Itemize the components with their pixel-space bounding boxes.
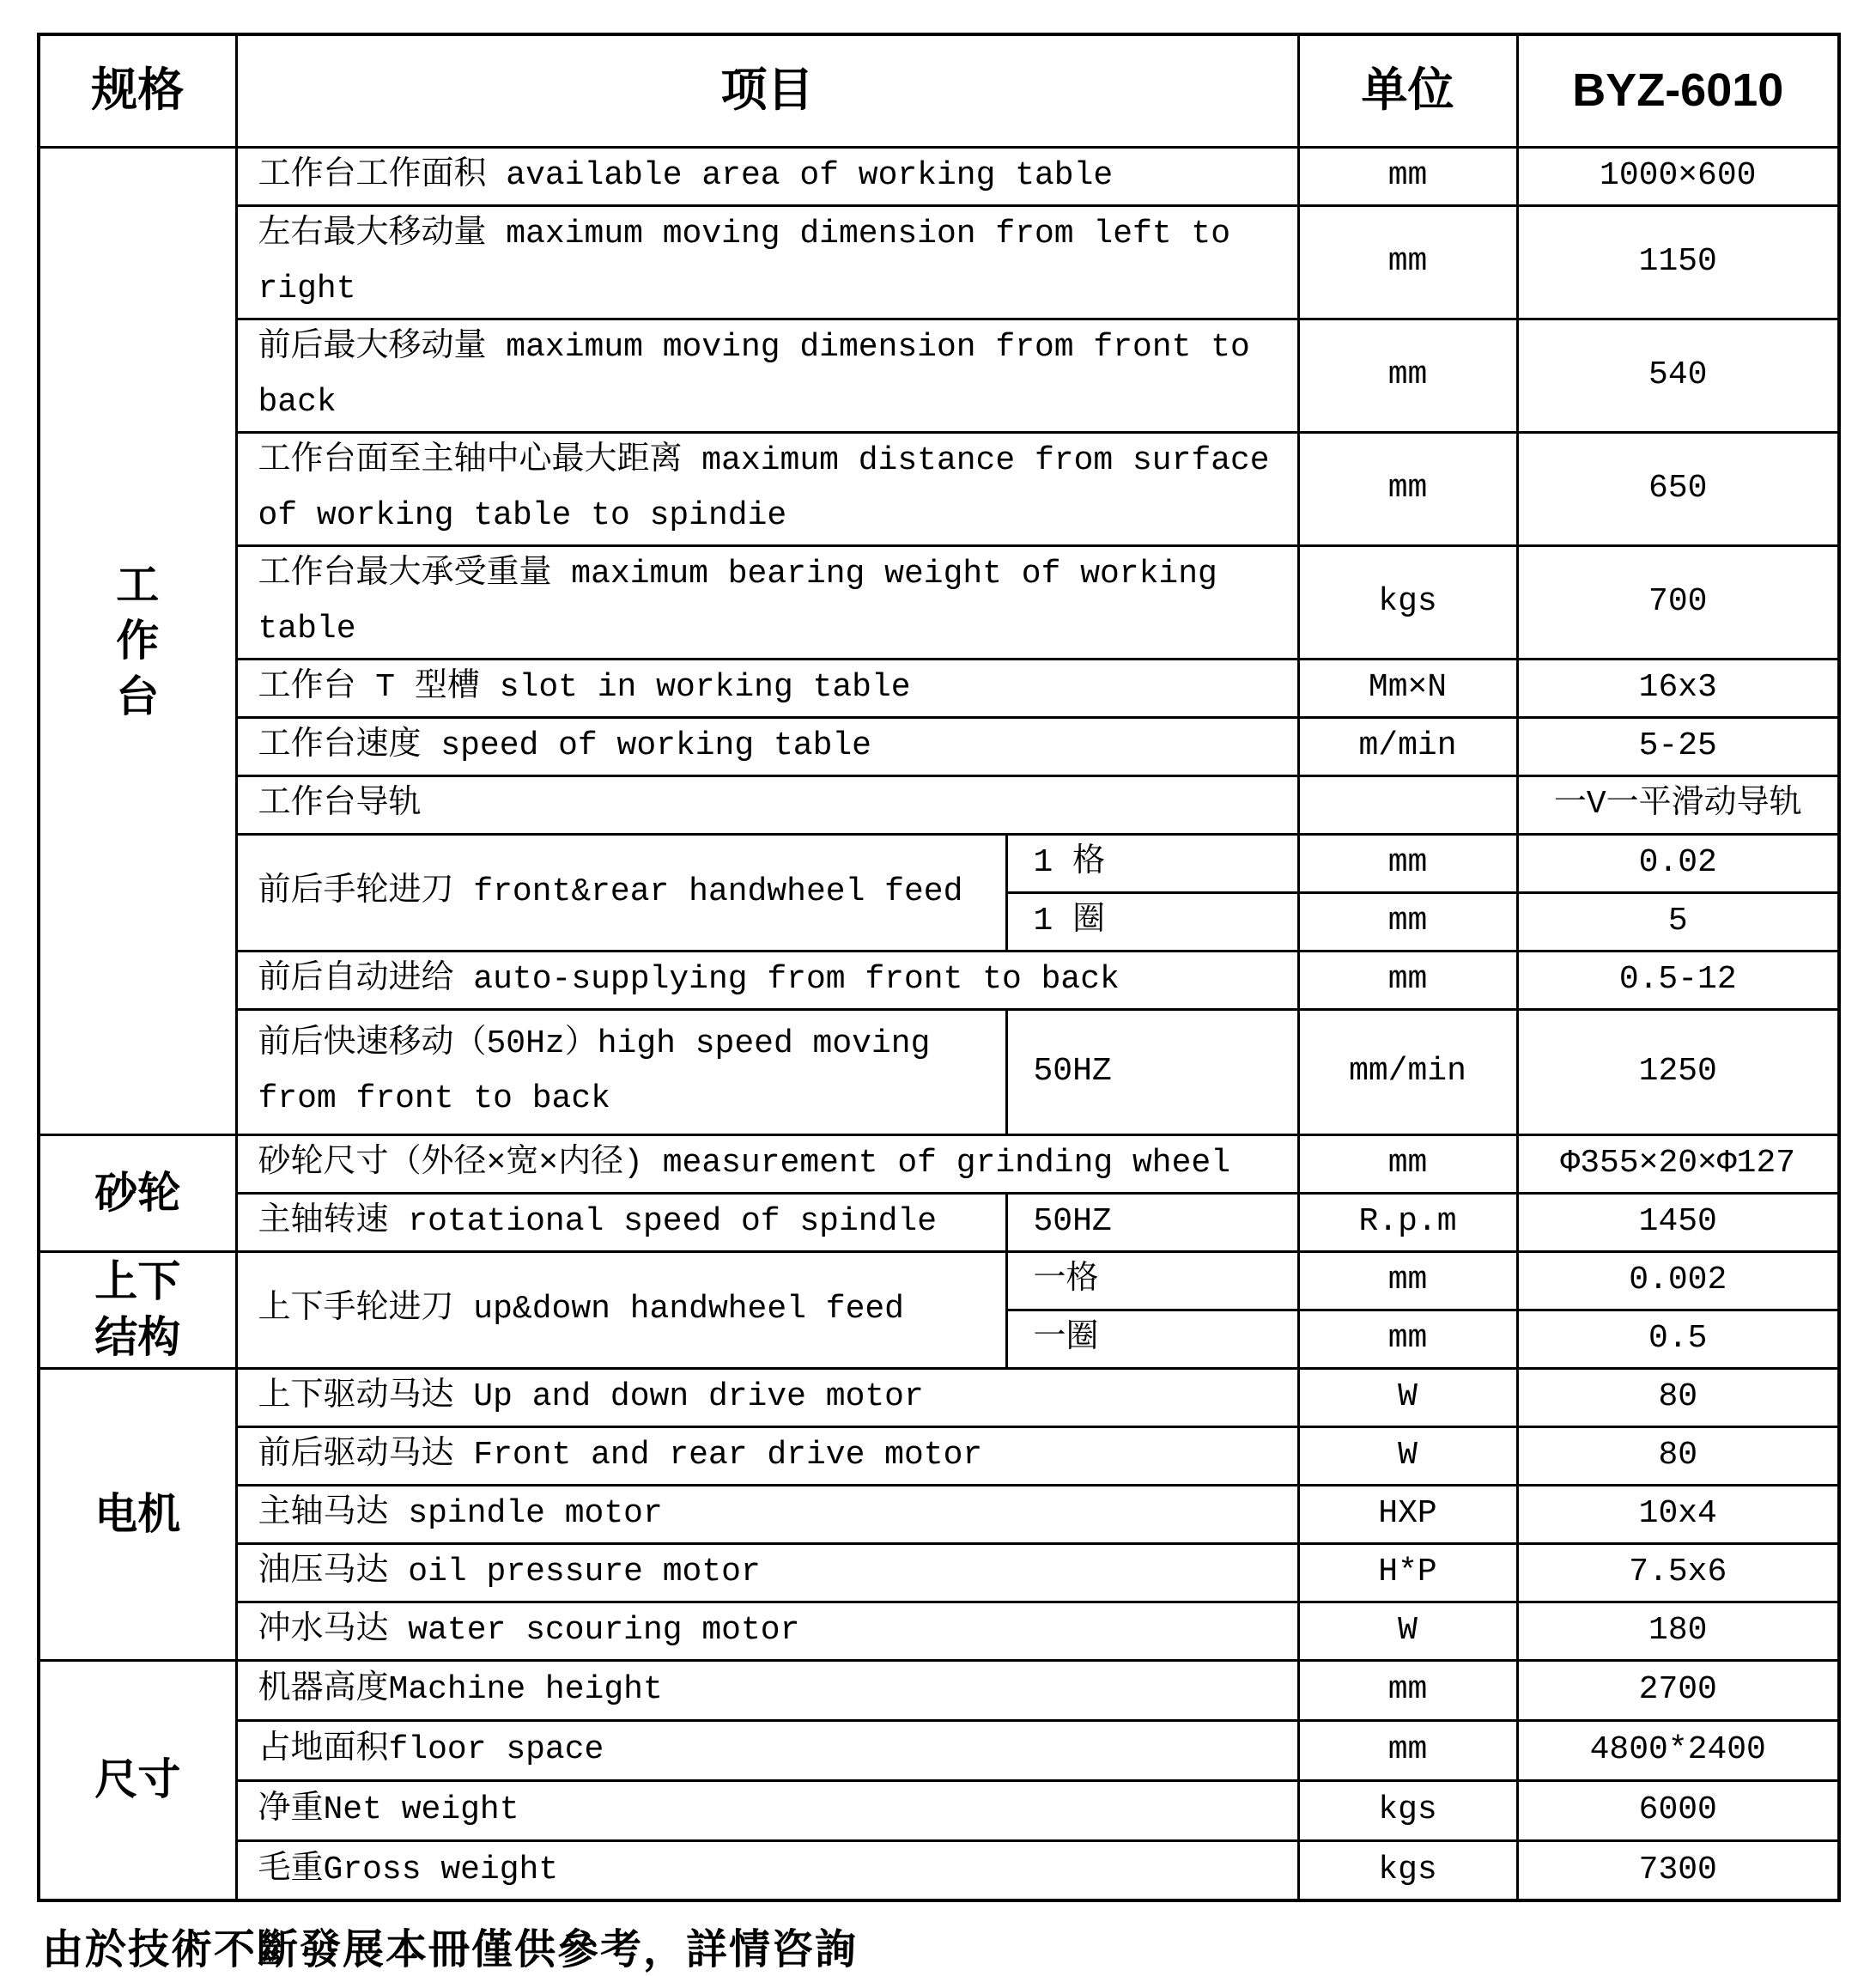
spec-item-cell: 工作台面至主轴中心最大距离 maximum distance from surface of working table to spindie	[236, 432, 1298, 545]
spec-unit-cell: kgs	[1298, 545, 1517, 659]
table-row	[39, 1780, 1839, 1840]
col-header-model: BYZ-6010	[1517, 34, 1839, 147]
spec-item-cell: 前后驱动马达 Front and rear drive motor	[236, 1426, 1298, 1485]
spec-item-cell: 上下手轮进刀 up&down handwheel feed	[236, 1251, 1006, 1368]
spec-value-cell: 1000×600	[1517, 147, 1839, 205]
group-label-grinding-wheel: 砂轮	[39, 1134, 236, 1251]
spec-value-cell: 5	[1517, 892, 1839, 951]
spec-value-cell: 540	[1517, 319, 1839, 432]
spec-item-cell: 上下驱动马达 Up and down drive motor	[236, 1368, 1298, 1426]
table-row	[39, 1720, 1839, 1780]
spec-value-cell: 5-25	[1517, 717, 1839, 775]
spec-item-cell: 工作台最大承受重量 maximum bearing weight of working table	[236, 545, 1298, 659]
table-row	[39, 319, 1839, 432]
spec-sub-cell: 一圈	[1006, 1310, 1298, 1368]
spec-unit-cell	[1298, 775, 1517, 834]
spec-table	[37, 33, 1841, 1902]
spec-sub-cell: 50HZ	[1006, 1193, 1298, 1251]
spec-item-cell: 工作台导轨	[236, 775, 1298, 834]
table-row	[39, 545, 1839, 659]
spec-value-cell: 10x4	[1517, 1485, 1839, 1543]
spec-item-cell: 主轴马达 spindle motor	[236, 1485, 1298, 1543]
spec-unit-cell: m/min	[1298, 717, 1517, 775]
spec-sub-cell: 1 格	[1006, 834, 1298, 892]
spec-item-cell: 占地面积floor space	[236, 1720, 1298, 1780]
spec-item-cell: 砂轮尺寸（外径×宽×内径) measurement of grinding wheel	[236, 1134, 1298, 1193]
spec-unit-cell: W	[1298, 1426, 1517, 1485]
col-header-spec: 规格	[39, 34, 236, 147]
table-row	[39, 1009, 1839, 1134]
spec-unit-cell: HXP	[1298, 1485, 1517, 1543]
table-row	[39, 951, 1839, 1009]
spec-item-cell: 工作台工作面积 available area of working table	[236, 147, 1298, 205]
spec-unit-cell: W	[1298, 1368, 1517, 1426]
footer-note: 由於技術不斷發展本冊僅供參考，詳情咨詢	[42, 1927, 859, 1973]
spec-item-cell: 左右最大移动量 maximum moving dimension from left to right	[236, 205, 1298, 319]
spec-value-cell: 一V一平滑动导轨	[1517, 775, 1839, 834]
spec-item-cell: 前后快速移动（50Hz）high speed moving from front to back	[236, 1009, 1006, 1134]
spec-unit-cell: mm	[1298, 205, 1517, 319]
table-row	[39, 659, 1839, 717]
table-row	[39, 1602, 1839, 1660]
table-row	[39, 1134, 1839, 1193]
spec-value-cell: 7.5x6	[1517, 1543, 1839, 1602]
spec-unit-cell: mm	[1298, 319, 1517, 432]
spec-value-cell: 2700	[1517, 1660, 1839, 1720]
table-row	[39, 1251, 1839, 1310]
spec-unit-cell: Mm×N	[1298, 659, 1517, 717]
spec-value-cell: 1450	[1517, 1193, 1839, 1251]
header-row	[39, 34, 1839, 147]
table-row	[39, 1368, 1839, 1426]
spec-unit-cell: mm	[1298, 892, 1517, 951]
spec-unit-cell: kgs	[1298, 1780, 1517, 1840]
table-row	[39, 1485, 1839, 1543]
spec-unit-cell: W	[1298, 1602, 1517, 1660]
spec-item-cell: 油压马达 oil pressure motor	[236, 1543, 1298, 1602]
spec-value-cell: Φ355×20×Φ127	[1517, 1134, 1839, 1193]
table-row	[39, 834, 1839, 892]
spec-item-cell: 工作台速度 speed of working table	[236, 717, 1298, 775]
spec-unit-cell: mm	[1298, 1720, 1517, 1780]
group-label-text: 工作台	[116, 560, 160, 720]
spec-unit-cell: mm	[1298, 1251, 1517, 1310]
spec-value-cell: 650	[1517, 432, 1839, 545]
group-label-text: 上下结构	[94, 1257, 181, 1361]
table-row	[39, 432, 1839, 545]
spec-item-cell: 主轴转速 rotational speed of spindle	[236, 1193, 1006, 1251]
table-row	[39, 1426, 1839, 1485]
spec-item-cell: 工作台 T 型槽 slot in working table	[236, 659, 1298, 717]
spec-item-cell: 净重Net weight	[236, 1780, 1298, 1840]
spec-item-cell: 前后自动进给 auto-supplying from front to back	[236, 951, 1298, 1009]
group-label-worktable	[39, 147, 236, 1134]
spec-unit-cell: mm	[1298, 432, 1517, 545]
spec-sub-cell: 50HZ	[1006, 1009, 1298, 1134]
spec-unit-cell: mm	[1298, 951, 1517, 1009]
spec-value-cell: 4800*2400	[1517, 1720, 1839, 1780]
spec-unit-cell: H*P	[1298, 1543, 1517, 1602]
spec-unit-cell: mm	[1298, 147, 1517, 205]
spec-value-cell: 700	[1517, 545, 1839, 659]
table-row	[39, 717, 1839, 775]
spec-value-cell: 0.5-12	[1517, 951, 1839, 1009]
col-header-item: 项目	[236, 34, 1298, 147]
spec-unit-cell: R.p.m	[1298, 1193, 1517, 1251]
spec-value-cell: 6000	[1517, 1780, 1839, 1840]
spec-value-cell: 16x3	[1517, 659, 1839, 717]
spec-unit-cell: mm	[1298, 1134, 1517, 1193]
spec-value-cell: 80	[1517, 1368, 1839, 1426]
group-label-motor: 电机	[39, 1368, 236, 1660]
spec-value-cell: 7300	[1517, 1840, 1839, 1900]
spec-value-cell: 80	[1517, 1426, 1839, 1485]
spec-unit-cell: mm	[1298, 1310, 1517, 1368]
spec-item-cell: 前后手轮进刀 front&rear handwheel feed	[236, 834, 1006, 951]
table-row	[39, 1193, 1839, 1251]
spec-value-cell: 0.5	[1517, 1310, 1839, 1368]
spec-sub-cell: 一格	[1006, 1251, 1298, 1310]
spec-value-cell: 1150	[1517, 205, 1839, 319]
spec-item-cell: 机器高度Machine height	[236, 1660, 1298, 1720]
table-row	[39, 1660, 1839, 1720]
spec-unit-cell: mm	[1298, 1660, 1517, 1720]
group-label-updown-structure	[39, 1251, 236, 1368]
table-row	[39, 1543, 1839, 1602]
table-row	[39, 205, 1839, 319]
spec-sub-cell: 1 圈	[1006, 892, 1298, 951]
table-row	[39, 147, 1839, 205]
spec-value-cell: 180	[1517, 1602, 1839, 1660]
col-header-unit: 单位	[1298, 34, 1517, 147]
spec-item-cell: 冲水马达 water scouring motor	[236, 1602, 1298, 1660]
table-row	[39, 775, 1839, 834]
spec-value-cell: 1250	[1517, 1009, 1839, 1134]
group-label-dimensions: 尺寸	[39, 1660, 236, 1900]
spec-unit-cell: kgs	[1298, 1840, 1517, 1900]
spec-item-cell: 前后最大移动量 maximum moving dimension from front to back	[236, 319, 1298, 432]
table-row	[39, 1840, 1839, 1900]
spec-value-cell: 0.02	[1517, 834, 1839, 892]
spec-value-cell: 0.002	[1517, 1251, 1839, 1310]
spec-unit-cell: mm/min	[1298, 1009, 1517, 1134]
spec-item-cell: 毛重Gross weight	[236, 1840, 1298, 1900]
spec-unit-cell: mm	[1298, 834, 1517, 892]
